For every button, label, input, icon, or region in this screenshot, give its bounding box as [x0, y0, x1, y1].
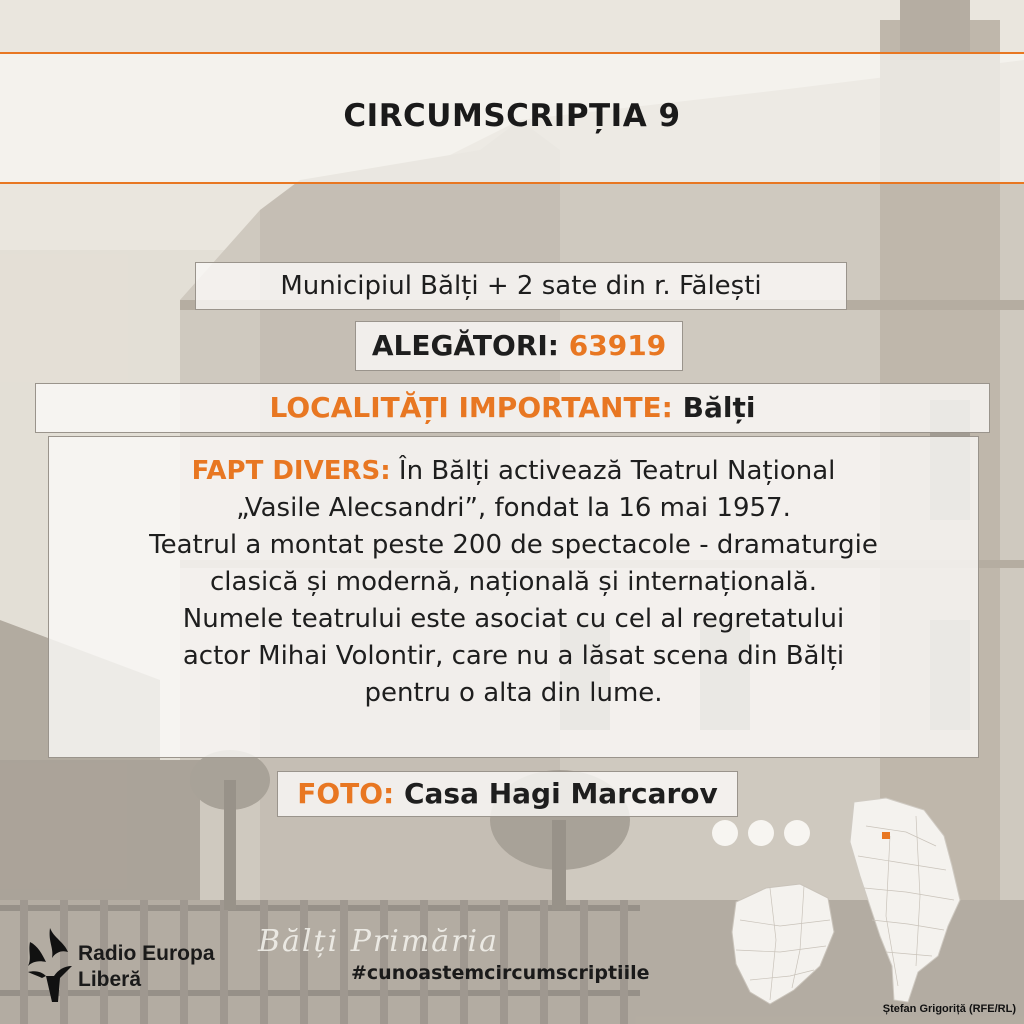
fact-line: clasică și modernă, națională și internațională.	[210, 567, 817, 597]
page-title: CIRCUMSCRIPȚIA 9	[343, 98, 681, 134]
localities-value: Bălți	[682, 391, 756, 424]
moldova-map-icon	[846, 796, 966, 1006]
photo-label: FOTO:	[297, 777, 395, 810]
region-box	[195, 262, 847, 310]
photo-box	[277, 771, 738, 817]
photo-caption: Bălți Primăria	[258, 924, 499, 959]
fact-line: „Vasile Alecsandri”, fondat la 16 mai 1957.	[236, 493, 791, 523]
logo-text	[78, 941, 215, 993]
top-divider	[0, 52, 1024, 54]
dot-indicator-icon	[748, 820, 774, 846]
dot-indicator-icon	[712, 820, 738, 846]
logo-line-2: Liberă	[78, 968, 142, 991]
localities-label: LOCALITĂȚI IMPORTANTE:	[269, 391, 673, 424]
localities-box	[35, 383, 990, 433]
dot-indicator-icon	[784, 820, 810, 846]
district-map-icon	[730, 880, 840, 1008]
voters-value: 63919	[568, 329, 667, 362]
voters-label: ALEGĂTORI:	[371, 329, 560, 362]
fact-line: Numele teatrului este asociat cu cel al regretatului	[182, 604, 845, 634]
torch-logo-icon	[24, 926, 76, 1004]
fact-box	[48, 436, 979, 758]
fact-line: actor Mihai Volontir, care nu a lăsat scena din Bălți	[182, 641, 845, 671]
photo-value: Casa Hagi Marcarov	[403, 777, 718, 810]
region-text: Municipiul Bălți + 2 sate din r. Fălești	[280, 271, 762, 301]
fact-line: pentru o alta din lume.	[364, 678, 663, 708]
fact-line: Teatrul a montat peste 200 de spectacole - dramaturgie	[149, 530, 878, 560]
bottom-divider	[0, 182, 1024, 184]
voters-box	[355, 321, 683, 371]
photo-credit: Ștefan Grigoriță (RFE/RL)	[882, 1003, 1016, 1015]
logo-line-1: Radio Europa	[78, 942, 215, 965]
hashtag: #cunoastemcircumscriptiile	[351, 962, 650, 984]
fact-line	[49, 453, 978, 490]
fact-text: În Bălți activează Teatrul Național	[398, 456, 836, 486]
fact-label: FAPT DIVERS:	[191, 456, 391, 486]
